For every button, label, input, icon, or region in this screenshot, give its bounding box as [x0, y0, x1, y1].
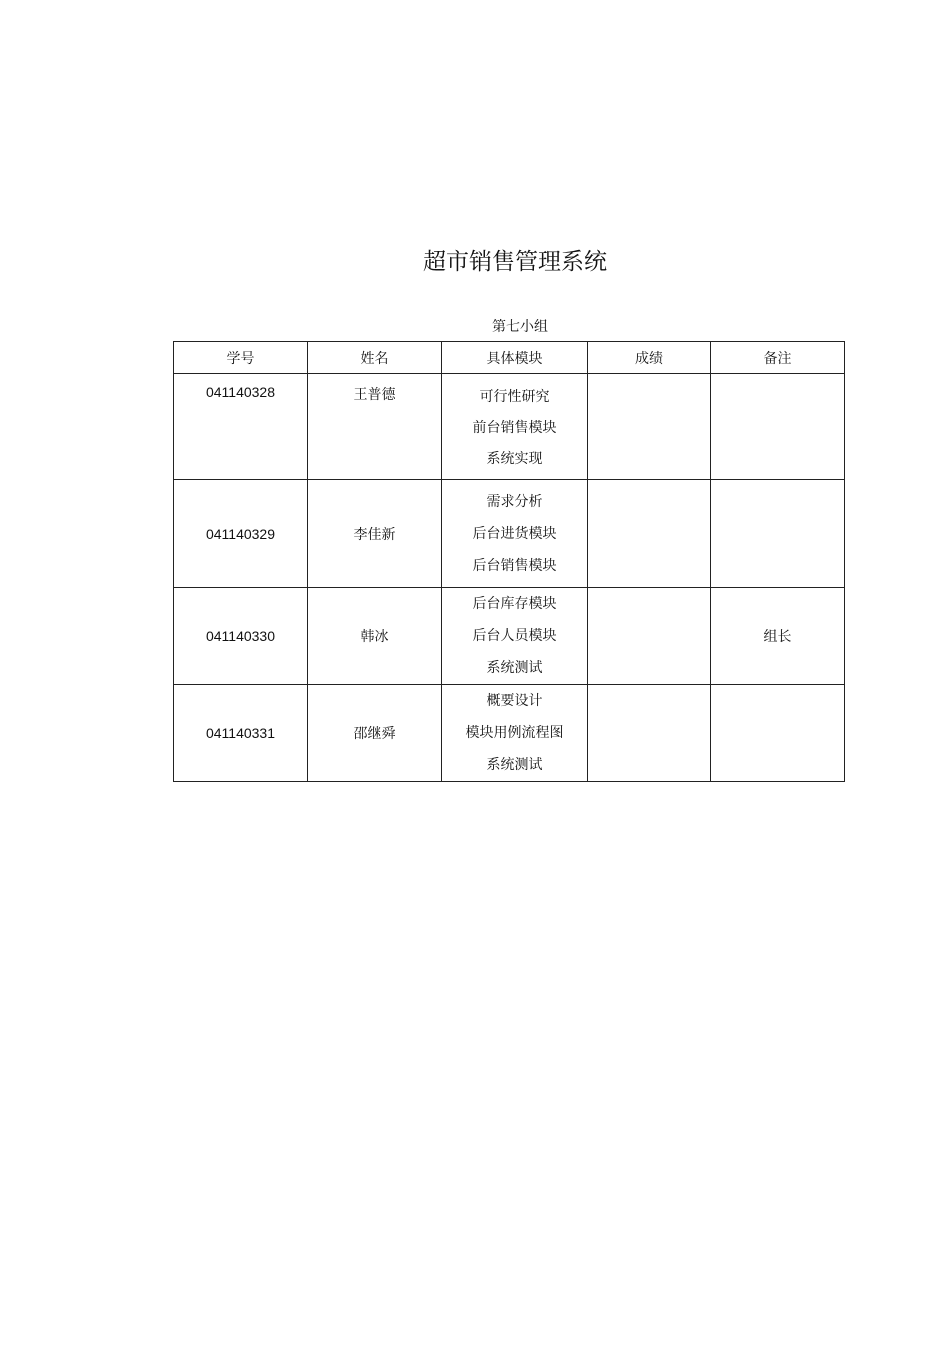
module-item: 前台销售模块	[472, 420, 557, 436]
student-name-cell: 邵继舜	[308, 685, 442, 782]
grade-cell	[588, 588, 711, 685]
table-row	[174, 588, 845, 685]
module-item: 后台库存模块	[472, 596, 557, 612]
module-item: 可行性研究	[479, 389, 550, 405]
note-cell	[711, 374, 845, 480]
module-item: 概要设计	[486, 693, 543, 709]
modules-cell	[442, 685, 588, 782]
module-item: 后台进货模块	[472, 525, 557, 542]
table-row	[174, 480, 845, 588]
table-header-row	[174, 342, 845, 374]
student-name-cell: 王普德	[308, 374, 442, 480]
header-modules: 具体模块	[442, 342, 588, 374]
group-name: 第七小组	[492, 319, 548, 335]
note-cell	[711, 685, 845, 782]
header-grade: 成绩	[588, 342, 711, 374]
module-item: 需求分析	[486, 493, 543, 510]
student-name-cell: 李佳新	[308, 480, 442, 588]
student-name-cell: 韩冰	[308, 588, 442, 685]
table-row	[174, 374, 845, 480]
student-id-cell: 041140331	[174, 685, 308, 782]
student-id-cell: 041140330	[174, 588, 308, 685]
module-item: 模块用例流程图	[465, 725, 564, 741]
module-item: 系统测试	[486, 660, 543, 676]
modules-cell	[442, 374, 588, 480]
module-item: 系统实现	[486, 451, 543, 467]
module-item: 后台销售模块	[472, 557, 557, 574]
grade-cell	[588, 374, 711, 480]
member-table	[173, 341, 845, 782]
header-note: 备注	[711, 342, 845, 374]
note-cell: 组长	[711, 588, 845, 685]
note-cell	[711, 480, 845, 588]
grade-cell	[588, 685, 711, 782]
module-item: 后台人员模块	[472, 628, 557, 644]
document-title: 超市销售管理系统	[423, 249, 607, 275]
modules-cell	[442, 588, 588, 685]
table-row	[174, 685, 845, 782]
module-item: 系统测试	[486, 757, 543, 773]
modules-cell	[442, 480, 588, 588]
header-student-id: 学号	[174, 342, 308, 374]
student-id-cell: 041140328	[174, 374, 308, 480]
grade-cell	[588, 480, 711, 588]
header-name: 姓名	[308, 342, 442, 374]
student-id-cell: 041140329	[174, 480, 308, 588]
